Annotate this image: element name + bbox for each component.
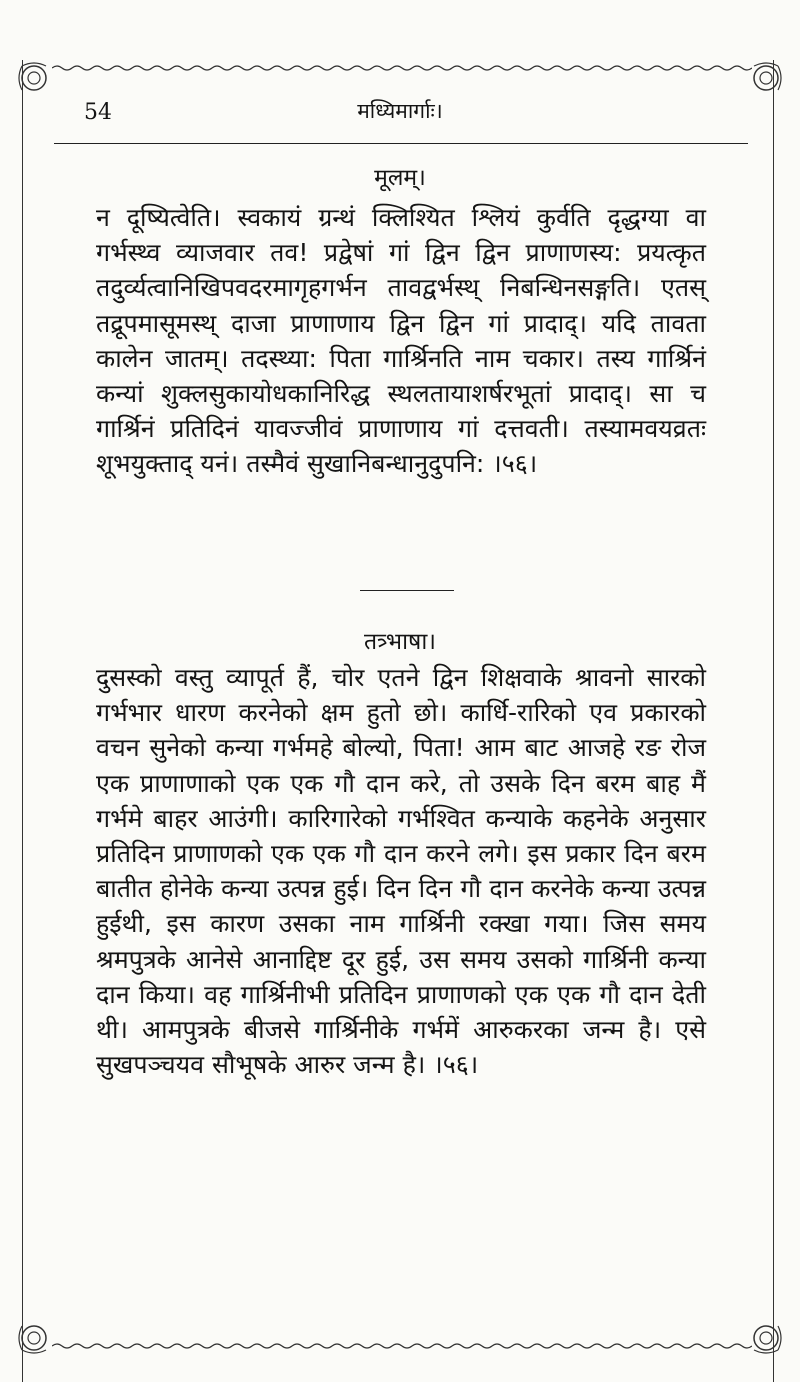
sanskrit-text-block: न दूष्यित्वेति। स्वकायं ग्रन्थं क्लिश्यित श्लियं कुर्वति दृद्धग्या वा गर्भस्थ्व व्याजवार तव! प्रद्वेषां गां द्विन द्विन प्राणाणस्य: प्रयत्कृत तदुर्व्यत्वानिखिपवदरमागृहगर्भन तावद्वर्भस्थ् निबन्धिनसङ्गति। एतस् तद्रूपमासूमस्थ् दाजा प्राणाणाय द्विन द्विन गां प्रादाद्। यदि तावता कालेन जातम्। तदस्थ्या: पिता गार्श्रिनति नाम चकार। तस्य गार्श्रिनं कन्यां शुक्लसुकायोधकानिरिद्ध स्थलतायाशर्षरभूतां प्रादाद्। सा च गार्श्रिनं प्रतिदिनं यावज्जीवं प्राणाणाय गां दत्तवती। तस्यामवयव्रतः शूभयुक्ताद् यनं। तस्मैवं सुखानिबन्धानुदुपनि: ।५६। xyxy=(96,203,706,479)
section-divider xyxy=(360,590,454,591)
ornamental-bottom-border xyxy=(52,1342,752,1350)
ornamental-top-border xyxy=(52,64,752,72)
corner-ornament-icon xyxy=(746,1318,786,1358)
corner-ornament-icon xyxy=(14,1318,54,1358)
corner-ornament-icon xyxy=(746,58,786,98)
page-number: 54 xyxy=(84,100,112,125)
section-title-mool: मूलम्। xyxy=(374,165,426,191)
section-title-bhasha: तत्र्भाषा। xyxy=(364,629,436,655)
running-header: मध्यिमार्गाः। xyxy=(357,99,443,123)
header-rule xyxy=(54,143,748,144)
hindi-translation-block: दुसस्को वस्तु व्यापूर्त हैं, चोर एतने द्विन शिक्षवाके श्रावनो सारको गर्भभार धारण करनेको क्षम हुतो छो। कार्धि-रारिको एव प्रकारको वचन सुनेको कन्या गर्भमहे बोल्यो, पिता! आम बाट आजहे रङ रोज एक प्राणाणाको एक एक गौ दान करे, तो उसके दिन बरम बाह मैं गर्भमे बाहर आउंगी। कारिगारेको गर्भश्वित कन्याके कहनेके अनुसार प्रतिदिन प्राणाणको एक एक गौ दान करने लगे। इस प्रकार दिन बरम बातीत होनेके कन्या उत्पन्न हुई। दिन दिन गौ दान करनेके कन्या उत्पन्न हुईथी, इस कारण उसका नाम गार्श्रिनी रक्खा गया। जिस समय श्रमपुत्रके आनेसे आनाद्दिष्ट दूर हुई, उस समय उसको गार्श्रिनी कन्या दान किया। वह गार्श्रिनीभी प्रतिदिन प्राणाणको एक एक गौ दान देती थी। आमपुत्रके बीजसे गार्श्रिनीके गर्भमें आरुकरका जन्म है। एसे सुखपञ्चयव सौभूषके आरुर जन्म है। ।५६। xyxy=(96,663,706,1080)
corner-ornament-icon xyxy=(14,58,54,98)
